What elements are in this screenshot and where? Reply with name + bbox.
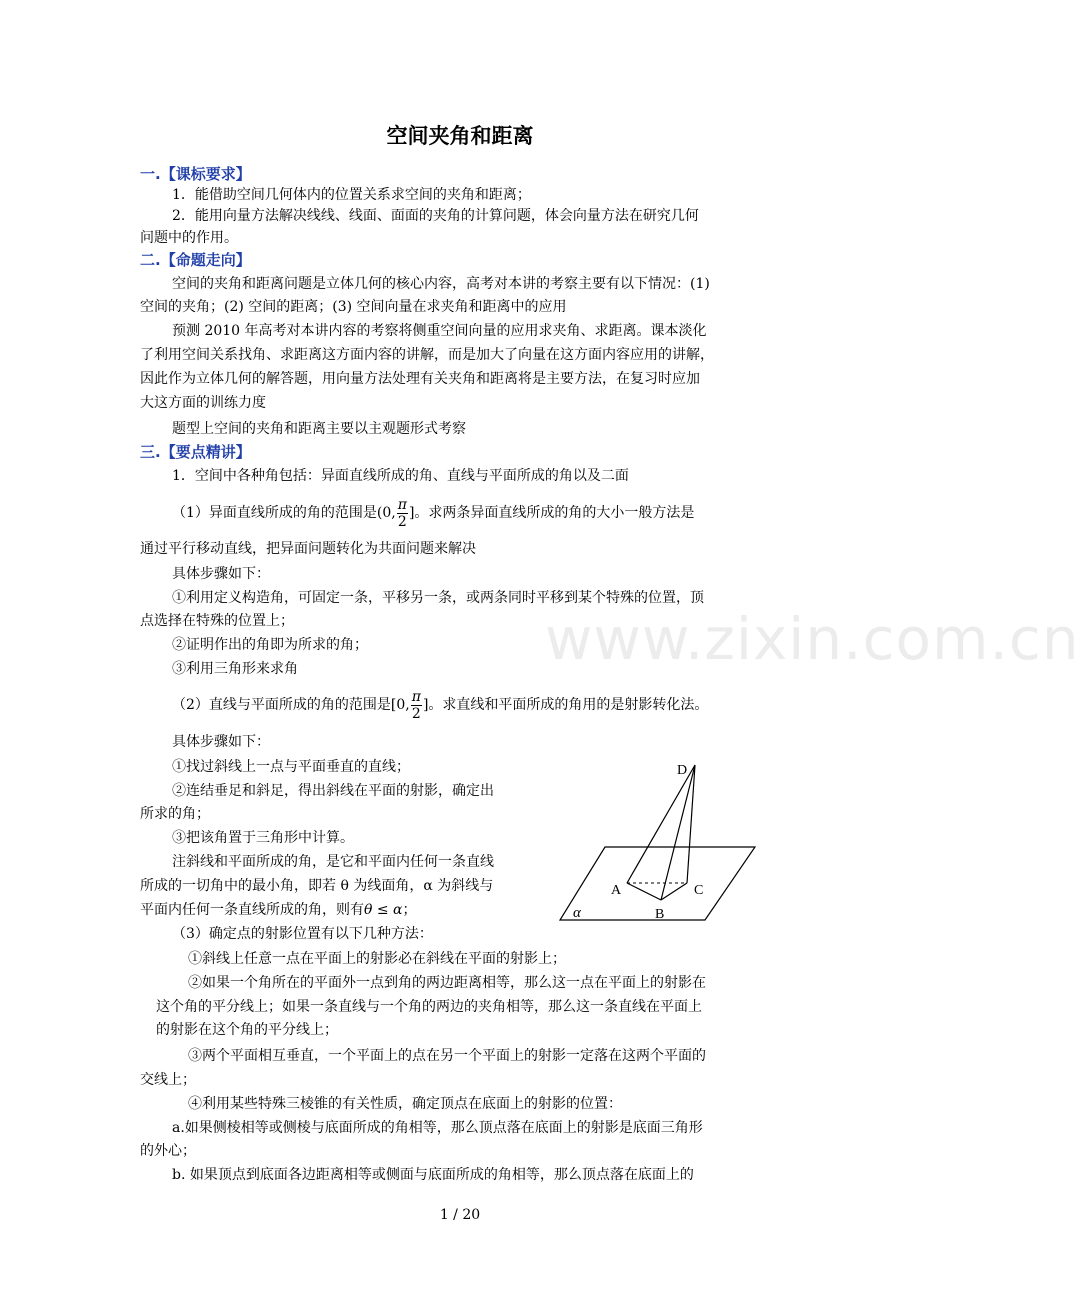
paragraph-line: 预测 2010 年高考对本讲内容的考察将侧重空间向量的应用求夹角、求距离。课本淡化 xyxy=(172,323,707,339)
geometry-figure xyxy=(555,755,760,925)
paragraph-line: 点选择在特殊的位置上； xyxy=(140,613,294,629)
interval-open: [0, xyxy=(390,697,410,713)
paragraph-line: 这个角的平分线上；如果一条直线与一个角的两边的夹角相等，那么这一条直线在平面上 xyxy=(156,999,702,1015)
paragraph-line: 1．空间中各种角包括：异面直线所成的角、直线与平面所成的角以及二面 xyxy=(172,468,629,484)
paragraph-line: 大这方面的训练力度 xyxy=(140,395,266,411)
label-A: A xyxy=(611,883,622,898)
paragraph-line-with-formula xyxy=(172,688,708,722)
paragraph-line: 空间的夹角；(2) 空间的距离；(3) 空间向量在求夹角和距离中的应用 xyxy=(140,299,567,315)
fraction-pi-over-2 xyxy=(397,497,408,530)
fraction-numerator: π xyxy=(411,688,421,705)
interval-open: (0, xyxy=(376,505,396,521)
text: （1）异面直线所成的角的范围是 xyxy=(172,505,377,521)
edge-AB xyxy=(627,883,661,900)
section-heading-key-points: 三.【要点精讲】 xyxy=(140,443,251,461)
paragraph-line: 1．能借助空间几何体内的位置关系求空间的夹角和距离； xyxy=(172,187,531,203)
paragraph-line: 的外心； xyxy=(140,1143,196,1159)
paragraph-line: ④利用某些特殊三棱锥的有关性质，确定顶点在底面上的射影的位置： xyxy=(188,1096,622,1112)
edge-DA xyxy=(627,765,695,883)
text: 平面内任何一条直线所成的角，则有 xyxy=(140,902,364,918)
text: ； xyxy=(402,902,417,918)
paragraph-line: ①斜线上任意一点在平面上的射影必在斜线在平面的射影上； xyxy=(188,951,566,967)
paragraph-line: 交线上； xyxy=(140,1072,196,1088)
fraction-pi-over-2 xyxy=(411,689,422,722)
paragraph-line: 具体步骤如下： xyxy=(172,734,270,750)
paragraph-line: 空间的夹角和距离问题是立体几何的核心内容，高考对本讲的考察主要有以下情况：(1) xyxy=(172,276,710,292)
paragraph-line: 的射影在这个角的平分线上； xyxy=(156,1022,338,1038)
paragraph-line: ③把该角置于三角形中计算。 xyxy=(172,830,354,846)
interval-close: ] xyxy=(422,697,429,713)
paragraph-line: 通过平行移动直线，把异面问题转化为共面问题来解决 xyxy=(140,541,476,557)
paragraph-line: 所成的一切角中的最小角，即若 θ 为线面角，α 为斜线与 xyxy=(140,878,494,894)
label-B: B xyxy=(655,907,665,922)
paragraph-line: a.如果侧棱相等或侧棱与底面所成的角相等，那么顶点落在底面上的射影是底面三角形 xyxy=(172,1120,703,1136)
paragraph-line: ③利用三角形来求角 xyxy=(172,661,298,677)
paragraph-line: 具体步骤如下： xyxy=(172,566,270,582)
paragraph-line: 题型上空间的夹角和距离主要以主观题形式考察 xyxy=(172,421,466,437)
label-C: C xyxy=(694,883,704,898)
paragraph-line: ①利用定义构造角，可固定一条，平移另一条，或两条同时平移到某个特殊的位置，顶 xyxy=(172,590,704,606)
page-number: 1 / 20 xyxy=(439,1207,481,1223)
paragraph-line: ②如果一个角所在的平面外一点到角的两边距离相等，那么这一点在平面上的射影在 xyxy=(188,975,706,991)
section-heading-standards: 一.【课标要求】 xyxy=(140,165,251,183)
label-alpha: α xyxy=(573,905,581,921)
paragraph-line: 了利用空间关系找角、求距离这方面内容的讲解，而是加大了向量在这方面内容应用的讲解， xyxy=(140,347,714,363)
paragraph-line: 因此作为立体几何的解答题，用向量方法处理有关夹角和距离将是主要方法，在复习时应加 xyxy=(140,371,700,387)
paragraph-line: ②连结垂足和斜足，得出斜线在平面的射影，确定出 xyxy=(172,783,494,799)
text: （2）直线与平面所成的角的范围是 xyxy=(172,697,391,713)
paragraph-line: 2．能用向量方法解决线线、线面、面面的夹角的计算问题，体会向量方法在研究几何 xyxy=(172,208,699,224)
page-title: 空间夹角和距离 xyxy=(386,124,534,148)
fraction-numerator: π xyxy=(397,496,407,513)
interval-close: ] xyxy=(408,505,415,521)
paragraph-line-with-formula xyxy=(140,899,417,921)
paragraph-line: 问题中的作用。 xyxy=(140,230,238,246)
fraction-denominator: 2 xyxy=(397,513,407,530)
text: 。求两条异面直线所成的角的大小一般方法是 xyxy=(414,505,695,521)
label-D: D xyxy=(677,763,688,778)
fraction-denominator: 2 xyxy=(411,705,421,722)
watermark: www.zixin.com.cn xyxy=(545,605,1080,673)
paragraph-line: ②证明作出的角即为所求的角； xyxy=(172,637,368,653)
paragraph-line: 所求的角； xyxy=(140,806,210,822)
paragraph-line: ③两个平面相互垂直，一个平面上的点在另一个平面上的射影一定落在这两个平面的 xyxy=(188,1048,706,1064)
text: 。求直线和平面所成的角用的是射影转化法。 xyxy=(428,697,709,713)
paragraph-line: ①找过斜线上一点与平面垂直的直线； xyxy=(172,759,410,775)
section-heading-trend: 二.【命题走向】 xyxy=(140,251,251,269)
paragraph-line-with-formula xyxy=(172,496,694,530)
paragraph-line: （3）确定点的射影位置有以下几种方法： xyxy=(172,926,433,942)
inequality-theta-le-alpha: θ ≤ α xyxy=(364,902,403,918)
paragraph-line: 注斜线和平面所成的角，是它和平面内任何一条直线 xyxy=(172,854,494,870)
paragraph-line: b. 如果顶点到底面各边距离相等或侧面与底面所成的角相等，那么顶点落在底面上的 xyxy=(172,1167,694,1183)
